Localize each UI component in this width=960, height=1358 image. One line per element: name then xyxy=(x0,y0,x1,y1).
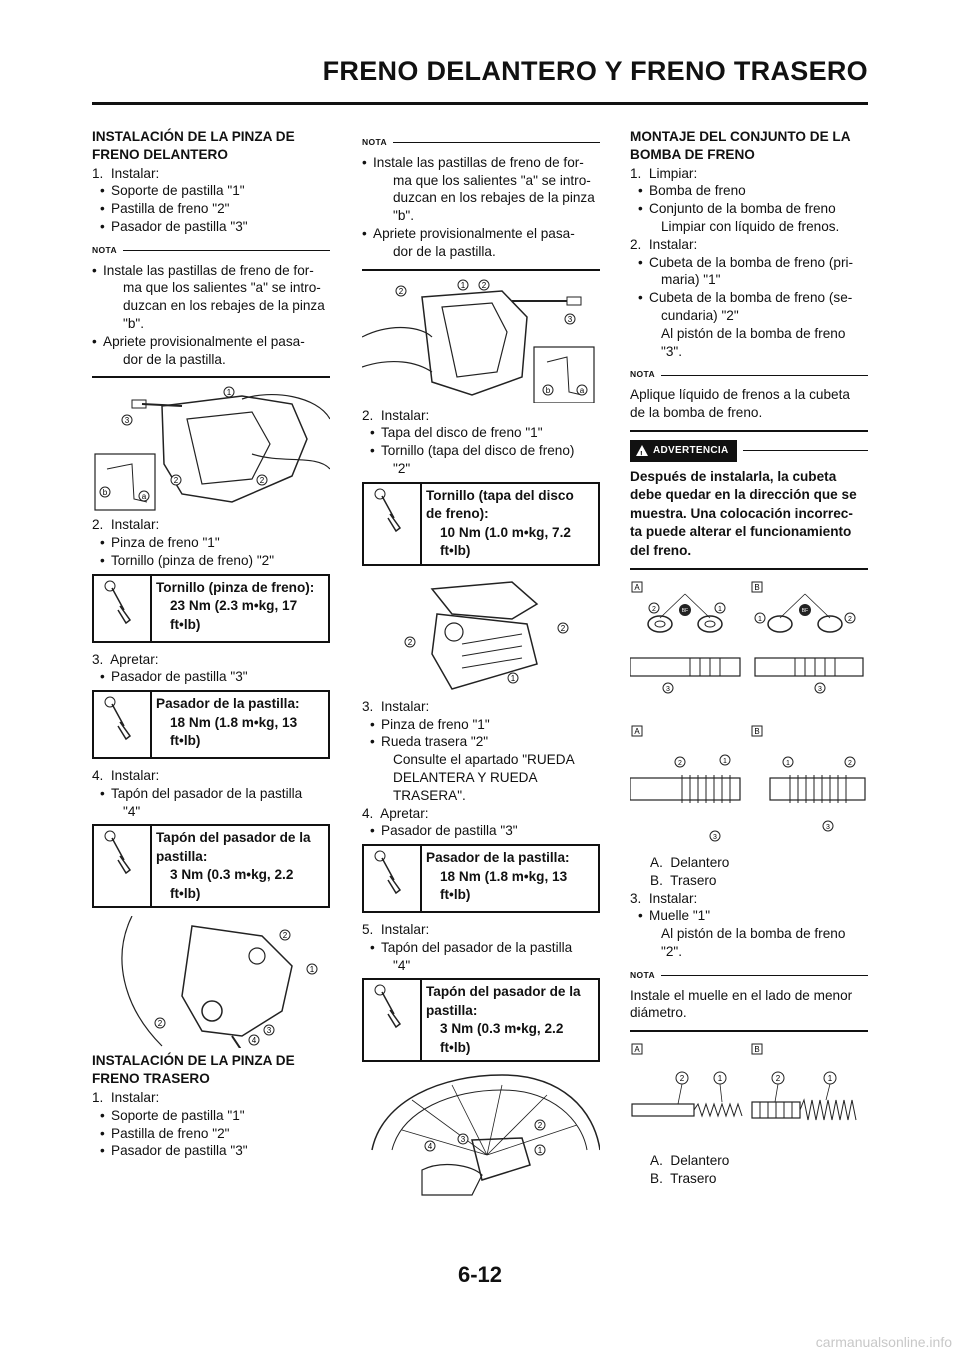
step-5: 5. Instalar: xyxy=(362,921,430,937)
callout: 1 xyxy=(510,673,516,683)
wrench-icon xyxy=(94,692,152,757)
note-label: NOTA xyxy=(92,244,118,255)
callout: 4 xyxy=(427,1142,433,1152)
torque-spec-box: Pasador de la pastilla: 18 Nm (1.8 m•kg, 13 ft•lb) xyxy=(362,844,600,913)
warning-line: Después de instalarla, la cubeta xyxy=(630,468,837,484)
callout: 2 xyxy=(679,1074,685,1084)
torque-spec-box: Pasador de la pastilla: 18 Nm (1.8 m•kg, 13 ft•lb) xyxy=(92,690,330,759)
figure-rear-caliper-pads xyxy=(362,277,600,403)
callout: 3 xyxy=(826,824,830,832)
list-item: "4" xyxy=(393,957,411,973)
section-title-front-caliper: INSTALACIÓN DE LA PINZA DE FRENO DELANTERO xyxy=(92,129,295,162)
callout: 2 xyxy=(173,476,179,486)
wrench-icon xyxy=(364,484,422,564)
list-item: • Cubeta de la bomba de freno (se- xyxy=(630,289,868,307)
step-2: 2. Instalar: xyxy=(362,407,430,423)
list-item: • Pastilla de freno "2" xyxy=(92,1125,330,1143)
callout: 2 xyxy=(775,1074,781,1084)
step-2: 2. Instalar: xyxy=(630,236,698,252)
list-item: Al pistón de la bomba de freno xyxy=(661,325,846,341)
callout: 4 xyxy=(251,1036,257,1046)
note-box xyxy=(630,366,868,431)
master-cylinder-cups-illustration xyxy=(630,580,868,850)
callout: 1 xyxy=(723,758,727,766)
list-item: maria) "1" xyxy=(661,272,721,288)
list-item: "3". xyxy=(661,343,682,359)
section-label: B xyxy=(754,1045,760,1055)
warning-box xyxy=(630,440,868,570)
list-item: • Pastilla de freno "2" xyxy=(92,200,330,218)
callout: 2 xyxy=(282,931,288,941)
disc-cover-illustration xyxy=(362,574,600,694)
caliper-mount-illustration xyxy=(92,916,330,1048)
wrench-icon xyxy=(364,846,422,911)
page-title: FRENO DELANTERO Y FRENO TRASERO xyxy=(322,56,868,86)
step-1: 1. Instalar: xyxy=(92,165,160,181)
list-item: • Pinza de freno "1" xyxy=(362,716,600,734)
callout: 2 xyxy=(678,760,682,768)
bf-mark: BF xyxy=(801,608,809,615)
section-label: B xyxy=(754,583,760,593)
callout: 1 xyxy=(460,280,466,290)
warning-line: muestra. Una colocación incorrec- xyxy=(630,505,853,521)
figure-front-caliper-pads xyxy=(92,384,330,512)
section-label: B xyxy=(754,727,760,737)
list-item: • Pasador de pastilla "3" xyxy=(92,668,330,686)
torque-spec-box: Tapón del pasador de la pastilla: 3 Nm (0.3 m•kg, 2.2 ft•lb) xyxy=(92,824,330,908)
list-item: • Conjunto de la bomba de freno xyxy=(630,200,868,218)
legend-item: A. Delantero xyxy=(650,855,730,871)
note-line: • Apriete provisionalmente el pasa- xyxy=(92,333,330,351)
note-line: Aplique líquido de frenos a la cubeta xyxy=(630,387,850,403)
column-2 xyxy=(362,128,600,1204)
step-2: 2. Instalar: xyxy=(92,517,160,533)
torque-spec-box: Tapón del pasador de la pastilla: 3 Nm (0.3 m•kg, 2.2 ft•lb) xyxy=(362,978,600,1062)
list-item: Limpiar con líquido de frenos. xyxy=(661,218,840,234)
callout: 2 xyxy=(652,606,656,614)
callout: 1 xyxy=(226,388,232,398)
bf-mark: BF xyxy=(681,608,689,615)
figure-front-caliper-mount xyxy=(92,916,330,1048)
figure-spring-orientation xyxy=(630,1042,868,1148)
warning-line: ta puede alterar el funcionamiento xyxy=(630,524,852,540)
wrench-icon xyxy=(364,980,422,1060)
list-item: • Bomba de freno xyxy=(630,182,868,200)
note-line: • Instale las pastillas de freno de for- xyxy=(362,154,600,172)
callout: a xyxy=(141,492,147,502)
section-title-master-cylinder: MONTAJE DEL CONJUNTO DE LA BOMBA DE FRENO xyxy=(630,129,851,162)
list-item: • Pasador de pastilla "3" xyxy=(92,218,330,236)
callout: b xyxy=(102,488,108,498)
note-line: • Instale las pastillas de freno de for- xyxy=(92,262,330,280)
callout: 1 xyxy=(758,616,762,624)
legend-item: B. Trasero xyxy=(650,1171,717,1187)
list-item: Al pistón de la bomba de freno xyxy=(661,926,846,942)
note-line: Instale el muelle en el lado de menor xyxy=(630,987,853,1003)
step-3: 3. Apretar: xyxy=(92,651,159,667)
watermark: carmanualsonline.info xyxy=(815,1334,952,1350)
list-item: • Cubeta de la bomba de freno (pri- xyxy=(630,254,868,272)
list-item: • Pasador de pastilla "3" xyxy=(362,822,600,840)
callout: 1 xyxy=(827,1074,833,1084)
note-label: NOTA xyxy=(362,137,388,147)
list-item: • Tapón del pasador de la pastilla xyxy=(92,785,330,803)
step-1: 1. Limpiar: xyxy=(630,165,698,181)
list-item: • Pinza de freno "1" xyxy=(92,534,330,552)
callout: 2 xyxy=(407,637,413,647)
step-3: 3. Instalar: xyxy=(630,890,698,906)
list-item: "2". xyxy=(661,944,682,960)
front-caliper-illustration xyxy=(92,384,330,512)
step-1: 1. Instalar: xyxy=(92,1089,160,1105)
callout: 3 xyxy=(124,416,130,426)
list-item: Consulte el apartado "RUEDA xyxy=(393,752,575,768)
rear-wheel-illustration xyxy=(362,1070,600,1200)
list-item: • Tapa del disco de freno "1" xyxy=(362,424,600,442)
header-rule xyxy=(92,102,868,105)
callout: 1 xyxy=(786,760,790,768)
step-4: 4. Instalar: xyxy=(92,767,160,783)
spring-illustration xyxy=(630,1042,868,1148)
figure-rear-wheel xyxy=(362,1070,600,1200)
callout: 2 xyxy=(398,286,404,296)
list-item: • Soporte de pastilla "1" xyxy=(92,182,330,200)
callout: 2 xyxy=(537,1121,543,1131)
torque-spec-box: Tornillo (tapa del disco de freno): 10 Nm (1.0 m•kg, 7.2 ft•lb) xyxy=(362,482,600,566)
page-number: 6-12 xyxy=(457,1262,503,1287)
callout: 3 xyxy=(818,686,822,694)
callout: 2 xyxy=(848,616,852,624)
note-box xyxy=(92,242,330,379)
list-item: • Soporte de pastilla "1" xyxy=(92,1107,330,1125)
legend-item: A. Delantero xyxy=(650,1153,730,1169)
note-line: ma que los salientes "a" se intro- xyxy=(393,172,591,188)
column-3 xyxy=(630,128,868,1188)
list-item: cundaria) "2" xyxy=(661,307,739,323)
callout: a xyxy=(579,385,585,395)
list-item: • Tornillo (tapa del disco de freno) xyxy=(362,442,600,460)
section-label: A xyxy=(634,727,640,737)
section-label: A xyxy=(634,583,640,593)
list-item: • Pasador de pastilla "3" xyxy=(92,1142,330,1160)
figure-cups-orientation xyxy=(630,580,868,850)
legend-item: B. Trasero xyxy=(650,872,717,888)
note-line: diámetro. xyxy=(630,1005,687,1021)
callout: 2 xyxy=(259,476,265,486)
list-item: "4" xyxy=(123,803,141,819)
warning-triangle-icon xyxy=(636,445,648,456)
note-line: "b". xyxy=(393,208,414,224)
note-line: duzcan en los rebajes de la pinza xyxy=(393,190,595,206)
callout: 2 xyxy=(560,623,566,633)
callout: 3 xyxy=(666,686,670,694)
note-line: "b". xyxy=(123,315,144,331)
callout: 1 xyxy=(309,965,315,975)
list-item: DELANTERA Y RUEDA xyxy=(393,769,538,785)
list-item: • Tapón del pasador de la pastilla xyxy=(362,939,600,957)
note-box xyxy=(362,134,600,271)
column-1 xyxy=(92,128,330,1160)
callout: 3 xyxy=(266,1026,272,1036)
section-title-rear-caliper: INSTALACIÓN DE LA PINZA DE FRENO TRASERO xyxy=(92,1053,295,1087)
note-box xyxy=(630,967,868,1032)
callout: 3 xyxy=(460,1135,466,1145)
callout: b xyxy=(545,385,551,395)
callout: 1 xyxy=(717,1074,723,1084)
step-3: 3. Instalar: xyxy=(362,698,430,714)
rear-caliper-illustration xyxy=(362,277,600,403)
callout: 3 xyxy=(713,834,717,842)
wrench-icon xyxy=(94,576,152,641)
note-line: dor de la pastilla. xyxy=(393,243,496,259)
note-label: NOTA xyxy=(630,369,656,380)
callout: 2 xyxy=(481,280,487,290)
note-line: de la bomba de freno. xyxy=(630,404,763,420)
list-item: • Rueda trasera "2" xyxy=(362,733,600,751)
callout: 1 xyxy=(718,606,722,614)
section-label: A xyxy=(634,1045,640,1055)
list-item: • Muelle "1" xyxy=(630,907,868,925)
step-4: 4. Apretar: xyxy=(362,805,429,821)
callout: 2 xyxy=(157,1019,163,1029)
note-line: duzcan en los rebajes de la pinza xyxy=(123,298,325,314)
list-item: TRASERA". xyxy=(393,787,466,803)
list-item: • Tornillo (pinza de freno) "2" xyxy=(92,552,330,570)
note-line: ma que los salientes "a" se intro- xyxy=(123,280,321,296)
note-label: NOTA xyxy=(630,969,656,980)
callout: 1 xyxy=(537,1146,543,1156)
warning-line: del freno. xyxy=(630,542,692,558)
warning-line: debe quedar en la dirección que se xyxy=(630,487,857,503)
callout: 3 xyxy=(567,314,573,324)
torque-spec-box: Tornillo (pinza de freno): 23 Nm (2.3 m•kg, 17 ft•lb) xyxy=(92,574,330,643)
warning-badge: ! ADVERTENCIA xyxy=(630,440,737,462)
note-line: • Apriete provisionalmente el pasa- xyxy=(362,225,600,243)
list-item: "2" xyxy=(393,460,411,476)
callout: 2 xyxy=(848,760,852,768)
wrench-icon xyxy=(94,826,152,906)
figure-disc-cover xyxy=(362,574,600,694)
note-line: dor de la pastilla. xyxy=(123,351,226,367)
